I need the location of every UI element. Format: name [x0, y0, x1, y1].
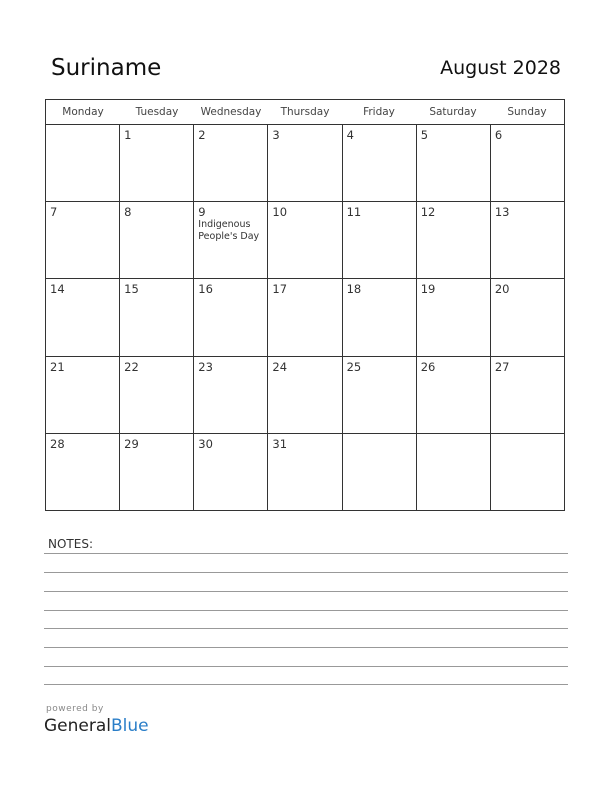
- calendar-week-row: [46, 434, 564, 511]
- day-number: 31: [272, 436, 288, 451]
- weekday-header: Sunday: [507, 106, 547, 118]
- day-number: 3: [272, 128, 280, 142]
- day-number: 9: [198, 205, 206, 220]
- calendar-day-cell: [343, 434, 417, 511]
- note-line: [44, 610, 568, 611]
- calendar-day-cell: [417, 357, 491, 433]
- day-number: 27: [494, 359, 510, 374]
- day-number: 13: [494, 205, 510, 220]
- note-line: [44, 684, 568, 685]
- calendar-day-cell: [491, 125, 564, 201]
- calendar-day-cell: [120, 279, 194, 355]
- calendar-day-cell: [120, 357, 194, 433]
- note-line: [44, 591, 568, 592]
- note-line: [44, 666, 568, 667]
- day-number: 28: [50, 436, 65, 451]
- calendar-week-row: [46, 279, 564, 356]
- day-number: 14: [50, 282, 65, 297]
- calendar-day-cell: [194, 434, 268, 511]
- calendar-day-cell: [46, 279, 120, 355]
- day-number: 11: [346, 205, 362, 220]
- weekday-header: Wednesday: [200, 106, 262, 118]
- brand-general-text: General: [44, 716, 111, 736]
- calendar-day-cell: [194, 202, 268, 278]
- calendar-week-row: [46, 202, 564, 279]
- weekday-header: Monday: [62, 106, 104, 118]
- calendar-day-cell: [120, 125, 194, 201]
- day-number: 18: [346, 282, 362, 297]
- day-number: 19: [420, 282, 436, 297]
- notes-label: NOTES:: [48, 537, 93, 551]
- powered-by-text: powered by: [46, 704, 104, 714]
- calendar-day-cell: [343, 279, 417, 355]
- calendar-day-cell: [491, 357, 564, 433]
- day-number: 23: [198, 359, 213, 374]
- calendar-day-cell: [417, 279, 491, 355]
- calendar-grid: [45, 99, 565, 511]
- calendar-day-cell: [268, 434, 342, 511]
- calendar-day-cell: [120, 434, 194, 511]
- day-number: 8: [124, 205, 132, 220]
- calendar-week-row: [46, 125, 564, 202]
- day-number: 7: [50, 205, 58, 220]
- calendar-day-cell: [268, 125, 342, 201]
- day-number: 5: [420, 128, 429, 142]
- generalblue-logo: [44, 716, 149, 736]
- calendar-day-cell: [491, 279, 564, 355]
- weekday-header: Friday: [363, 106, 395, 118]
- day-number: 4: [346, 128, 354, 142]
- day-number: 6: [494, 128, 503, 142]
- day-number: 1: [124, 128, 132, 142]
- note-line: [44, 628, 568, 629]
- calendar-day-cell: [343, 125, 417, 201]
- calendar-day-cell: [46, 434, 120, 511]
- calendar-day-cell: [120, 202, 194, 278]
- day-number: 12: [420, 205, 436, 220]
- note-line: [44, 572, 568, 573]
- day-number: 22: [124, 359, 139, 374]
- day-number: 17: [272, 282, 288, 297]
- calendar-day-cell: [417, 202, 491, 278]
- calendar-day-cell: [46, 202, 120, 278]
- holiday-label: Indigenous People's Day: [198, 219, 260, 243]
- calendar-day-cell: [343, 202, 417, 278]
- month-year-title: August 2028: [440, 57, 561, 79]
- calendar-day-cell: [491, 434, 564, 511]
- calendar-day-cell: [194, 357, 268, 433]
- weekday-header-row: [46, 100, 564, 125]
- weekday-header: Tuesday: [135, 106, 179, 118]
- calendar-day-cell: [417, 434, 491, 511]
- day-number: 29: [124, 436, 139, 451]
- note-line: [44, 647, 568, 648]
- weekday-header: Thursday: [280, 106, 330, 118]
- day-number: 15: [124, 282, 139, 297]
- calendar-day-cell: [194, 125, 268, 201]
- day-number: 16: [198, 282, 213, 297]
- weekday-header: Saturday: [429, 106, 477, 118]
- day-number: 25: [346, 359, 362, 374]
- calendar-day-cell: [46, 357, 120, 433]
- calendar-day-cell: [194, 279, 268, 355]
- day-number: 21: [50, 359, 65, 374]
- calendar-week-row: [46, 357, 564, 434]
- day-number: 10: [272, 205, 288, 220]
- day-number: 20: [494, 282, 510, 297]
- calendar-day-cell: [268, 279, 342, 355]
- calendar-day-cell: [417, 125, 491, 201]
- day-number: 2: [198, 128, 206, 142]
- day-number: 26: [420, 359, 436, 374]
- calendar-day-cell: [343, 357, 417, 433]
- calendar-day-cell: [268, 202, 342, 278]
- calendar-day-cell: [491, 202, 564, 278]
- brand-blue-text: Blue: [111, 716, 149, 736]
- country-title: Suriname: [51, 55, 162, 81]
- calendar-day-cell: [268, 357, 342, 433]
- day-number: 24: [272, 359, 288, 374]
- note-line: [44, 553, 568, 554]
- day-number: 30: [198, 436, 213, 451]
- calendar-day-cell: [46, 125, 120, 201]
